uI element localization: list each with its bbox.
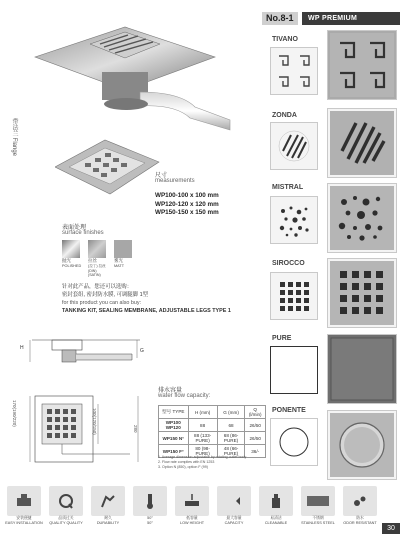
size-row: WP150-150 x 150 mm [155,209,219,216]
feature-cn: 品质过关 [58,516,74,520]
table-cell: WP100 WP120 [159,419,189,432]
product-image-grille [55,132,160,202]
feature-row [4,486,380,525]
finish-swatches [62,240,134,277]
table-cell: WP150 N° [159,432,189,445]
table-cell: 48 (66-PURE) [217,445,245,458]
header-number: No.8-1 [262,12,298,25]
table-header: G (mm) [217,406,245,419]
table-cell: 88 (133-PURE) [188,432,217,445]
finishes-title-en: surface finishes [62,230,104,236]
design-label-tivano: TIVANO [272,36,298,43]
spray-icon [259,486,293,516]
finish-cn: 拉丝 [88,258,97,263]
accessories-block [62,283,231,315]
dim-d2: 100(120/150) [92,408,97,435]
sizes-title-en: measurements [155,178,195,184]
feature-cn: 50° [147,516,153,520]
feature-en: CAPACITY [224,520,244,525]
accessories-cn2: 密封套组, 密封防水膜, 可调腿脚 1型 [62,292,148,298]
mistral-pattern-icon [271,197,317,243]
dim-d3: 280 [133,425,138,433]
design-label-zonda: ZONDA [272,112,297,119]
feature-odor [340,486,380,525]
sirocco-pattern-icon [271,273,317,319]
finish-swatch-polished [62,240,80,258]
flow-title-cn: 排水容量 [158,388,183,394]
feature-durability [88,486,128,525]
feature-en: LOW HEIGHT [179,520,205,525]
feature-en: 50° [147,520,153,525]
flow-title-en: water flow capacity: [158,393,211,399]
sizes-title-cn: 尺寸 [155,173,168,179]
sirocco-grate-icon [328,259,396,327]
product-image-main [30,22,240,132]
design-label-pure: PURE [272,335,292,342]
design-big-zonda [327,108,397,178]
feature-en: ODOR RESISTANT [343,520,377,525]
design-big-mistral [327,183,397,253]
finish-en: (拉丁) 拉丝(DIN) (SATIN) [88,264,106,277]
accessories-cn1: 针对此产品，您还可以选购： [62,284,133,290]
feature-easy-install [4,486,44,525]
table-row [159,419,266,432]
finish-swatch-satin [88,240,106,258]
drawing-top-view [20,390,145,470]
feature-cn: 最大容量 [226,516,242,520]
flow-icon [217,486,251,516]
accessories-en1: for this product you can also buy: [62,300,142,306]
zonda-grate-icon [328,109,396,177]
design-thumb-mistral [270,196,318,244]
arm-icon [91,486,125,516]
design-thumb-pure [270,346,318,394]
feature-cn: 不锈钢 [312,516,324,520]
feature-en: STAINLESS STEEL [301,520,335,525]
feature-low-height [172,486,212,525]
table-row [159,432,266,445]
finish-cn: 抛光 [62,258,71,263]
finish-swatch-matt [114,240,132,258]
size-list [155,192,219,218]
feature-cn: 安装便捷 [16,516,32,520]
finishes-title-cn: 表面处理 [62,225,87,231]
feature-cn: 低容量 [186,516,198,520]
design-big-pure [327,334,397,404]
finish-en: MATT [114,264,125,268]
feature-cn: 耐久 [104,516,112,520]
dim-d1: 170(190/220) [12,400,17,427]
flow-note: 1. Average dimension adjustable by rotating outlet body [158,455,247,459]
page-number: 30 [382,523,400,534]
design-big-sirocco [327,258,397,328]
design-label-ponente: PONENTE [272,407,306,414]
feature-cn: 易清洁 [270,516,282,520]
finish-item [88,240,108,277]
size-row: WP120-120 x 120 mm [155,200,219,208]
design-label-mistral: MISTRAL [272,184,304,191]
tivano-grate-icon [328,31,396,99]
dim-g: G [140,348,144,354]
table-cell: WP150 F° [159,445,189,458]
feature-cn: 防水 [356,516,364,520]
feature-quality [46,486,86,525]
height-icon [175,486,209,516]
table-cell: 68 (86-PURE) [217,432,245,445]
table-header-row [159,406,266,419]
feature-en: DURABILITY [96,520,120,525]
design-big-tivano [327,30,397,100]
pure-tile-icon [328,335,396,403]
dim-h: H [20,345,24,351]
design-thumb-ponente [270,418,318,466]
feature-cleanable [256,486,296,525]
table-cell: 80 (98-PURE) [188,445,217,458]
drops-icon [343,486,377,516]
flow-notes [158,455,268,470]
flow-note: 2. Flow rate complies with EN 1253 [158,460,215,464]
feature-en: EASY INSTALLATION [5,520,43,525]
tivano-pattern-icon [271,48,317,94]
flow-table [158,405,266,458]
table-cell: 68 [217,419,245,432]
accessories-en2: TANKING KIT, SEALING MEMBRANE, ADJUSTABLE LEGS TYPE 1 [62,308,231,314]
feature-capacity [214,486,254,525]
table-cell: 88 [188,419,217,432]
table-header: Q (l/min) [245,406,266,419]
design-big-ponente [327,410,397,480]
finish-cn: 雾光 [114,258,123,263]
tool-icon [7,486,41,516]
table-cell: 36/- [245,445,266,458]
mistral-grate-icon [328,184,396,252]
table-header: 型号 TYPE [159,406,189,419]
header-title: WP PREMIUM [302,12,400,25]
design-thumb-zonda [270,122,318,170]
feature-en: CLEANABLE [264,520,288,525]
design-label-sirocco: SIROCCO [272,260,305,267]
feature-temperature [130,486,170,525]
table-cell: 26/50 [245,432,266,445]
table-cell: 26/50 [245,419,266,432]
zonda-pattern-icon [271,123,317,169]
steel-icon [301,486,335,516]
flange-label: 带法兰 Flange [11,118,17,157]
ponente-grate-icon [328,411,396,479]
design-thumb-tivano [270,47,318,95]
thermometer-icon [133,486,167,516]
feature-stainless [298,486,338,525]
quality-icon [49,486,83,516]
size-row: WP100-100 x 100 mm [155,192,219,199]
flow-note: 3. Option N (850), option F (99) [158,465,208,469]
feature-en: QUALITY QUALITY [49,520,83,525]
table-header: H (mm) [188,406,217,419]
ponente-pattern-icon [271,419,317,465]
finish-en: POLISHED [62,264,82,268]
design-thumb-sirocco [270,272,318,320]
finish-item [114,240,134,277]
drawing-side-section [22,332,147,372]
finish-item [62,240,82,277]
